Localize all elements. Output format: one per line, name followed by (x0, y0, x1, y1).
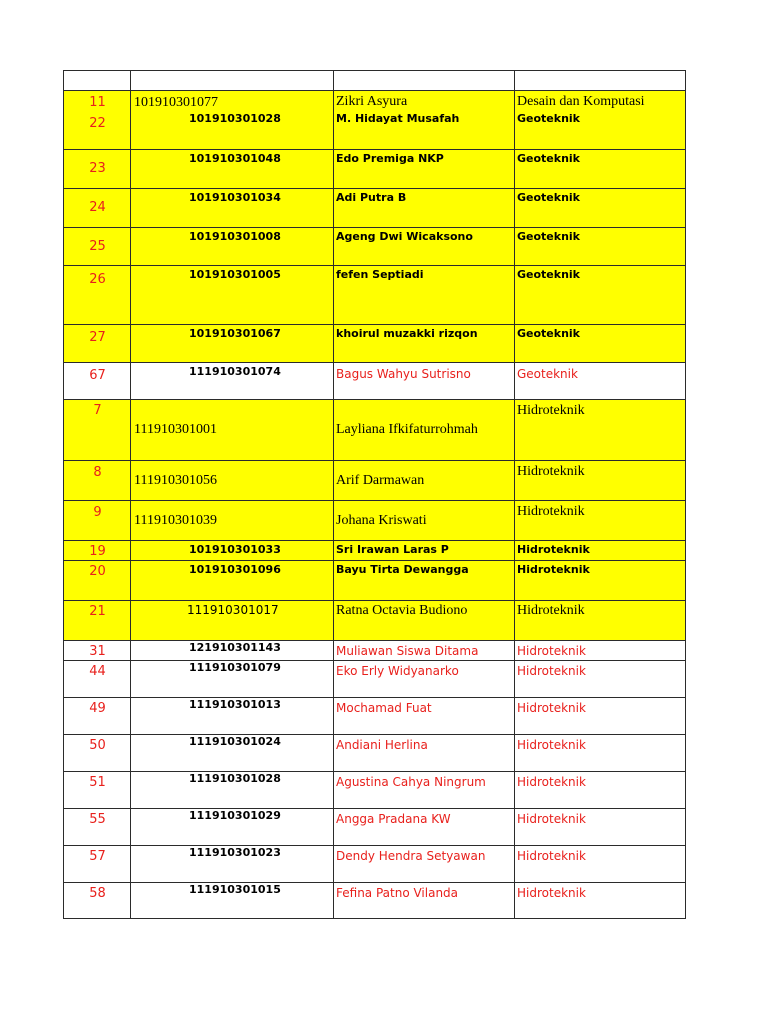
name-cell (334, 561, 515, 601)
table-row (64, 735, 686, 772)
nim: 101910301048 (189, 152, 281, 165)
student-name: Fefina Patno Vilanda (336, 886, 459, 900)
table-row (64, 541, 686, 561)
field: Geoteknik (517, 152, 580, 165)
nim: 101910301005 (189, 268, 281, 281)
row-number-cell (64, 883, 131, 919)
row-number: 7 (93, 403, 102, 418)
student-name: Adi Putra B (336, 191, 407, 204)
field-cell (515, 400, 686, 461)
field-cell (515, 735, 686, 772)
nim: 111910301017 (187, 603, 279, 617)
field-cell (515, 91, 686, 150)
field: Hidroteknik (517, 886, 586, 900)
table-row (64, 601, 686, 641)
row-number: 55 (89, 812, 106, 827)
field-cell (515, 461, 686, 501)
row-number: 23 (89, 161, 106, 176)
student-name: Andiani Herlina (336, 738, 428, 752)
row-number-cell (64, 661, 131, 698)
row-number: 67 (89, 368, 106, 383)
nim-cell (131, 501, 334, 541)
nim-cell (131, 91, 334, 150)
student-name: Arif Darmawan (336, 473, 425, 488)
table-row (64, 189, 686, 228)
nim-cell (131, 698, 334, 735)
row-number-cell (64, 809, 131, 846)
nim-cell (131, 266, 334, 325)
student-name: Dendy Hendra Setyawan (336, 849, 486, 863)
table-row (64, 228, 686, 266)
nim-cell (131, 883, 334, 919)
row-number: 24 (89, 200, 106, 215)
row-number-cell (64, 266, 131, 325)
field-cell (515, 846, 686, 883)
row-number-cell (64, 846, 131, 883)
row-number: 9 (93, 505, 102, 520)
student-name: Eko Erly Widyanarko (336, 664, 459, 678)
field-cell (515, 641, 686, 661)
nim-cell (131, 641, 334, 661)
nim-cell (131, 541, 334, 561)
nim: 111910301023 (189, 846, 281, 859)
name-cell (334, 601, 515, 641)
row-number: 19 (89, 544, 106, 559)
name-cell (334, 661, 515, 698)
name-cell (334, 641, 515, 661)
field: Geoteknik (517, 327, 580, 340)
name-cell (334, 461, 515, 501)
field: Hidroteknik (517, 701, 586, 715)
nim-cell (131, 846, 334, 883)
name-cell (334, 735, 515, 772)
nim-cell (131, 461, 334, 501)
nim-cell (131, 150, 334, 189)
nim-cell (131, 363, 334, 400)
table-row (64, 461, 686, 501)
student-name: Mochamad Fuat (336, 701, 432, 715)
table-row (64, 501, 686, 541)
nim: 111910301029 (189, 809, 281, 822)
nim-cell (131, 561, 334, 601)
row-number-cell (64, 641, 131, 661)
row-number: 20 (89, 564, 106, 579)
row-number: 22 (89, 116, 106, 131)
field: Hidroteknik (517, 644, 586, 658)
name-cell (334, 400, 515, 461)
nim: 111910301079 (189, 661, 281, 674)
row-number-cell (64, 363, 131, 400)
student-name: Agustina Cahya Ningrum (336, 775, 486, 789)
nim: 111910301013 (189, 698, 281, 711)
row-number: 51 (89, 775, 106, 790)
name-cell (334, 809, 515, 846)
row-number-cell (64, 541, 131, 561)
row-number: 31 (89, 644, 106, 659)
nim-cell (131, 661, 334, 698)
row-number: 26 (89, 272, 106, 287)
row-number: 8 (93, 465, 102, 480)
nim-cell (131, 601, 334, 641)
row-number-cell (64, 601, 131, 641)
row-number-cell (64, 461, 131, 501)
nim-cell (131, 809, 334, 846)
row-number: 27 (89, 330, 106, 345)
name-cell (334, 846, 515, 883)
name-cell (334, 228, 515, 266)
nim: 101910301033 (189, 543, 281, 556)
row-number-cell (64, 150, 131, 189)
row-number-cell (64, 501, 131, 541)
nim: 111910301074 (189, 365, 281, 378)
row-number: 44 (89, 664, 106, 679)
field-cell (515, 189, 686, 228)
nim: 111910301056 (134, 473, 217, 488)
table-row (64, 641, 686, 661)
table-row (64, 150, 686, 189)
nim: 101910301077 (134, 95, 218, 110)
student-name: fefen Septiadi (336, 268, 424, 281)
nim-cell (131, 189, 334, 228)
nim: 101910301028 (189, 112, 281, 125)
field-cell (515, 698, 686, 735)
student-name: Zikri Asyura (336, 94, 408, 109)
field: Hidroteknik (517, 504, 585, 519)
field-cell (515, 561, 686, 601)
name-cell (334, 541, 515, 561)
field-cell (515, 150, 686, 189)
nim-cell (131, 400, 334, 461)
name-cell (334, 772, 515, 809)
name-cell (334, 266, 515, 325)
nim-cell (131, 735, 334, 772)
field: Hidroteknik (517, 664, 586, 678)
header-cell-3 (334, 71, 515, 91)
field-cell (515, 661, 686, 698)
field-cell (515, 541, 686, 561)
table-row (64, 91, 686, 150)
field: Hidroteknik (517, 403, 585, 418)
student-name: Ageng Dwi Wicaksono (336, 230, 473, 243)
row-number-cell (64, 698, 131, 735)
table-row (64, 772, 686, 809)
name-cell (334, 363, 515, 400)
nim: 101910301096 (189, 563, 281, 576)
field: Hidroteknik (517, 738, 586, 752)
nim: 101910301008 (189, 230, 281, 243)
header-cell-2 (131, 71, 334, 91)
field-cell (515, 601, 686, 641)
name-cell (334, 91, 515, 150)
nim-cell (131, 325, 334, 363)
student-table (63, 70, 686, 919)
student-name: khoirul muzakki rizqon (336, 327, 478, 340)
table-row (64, 561, 686, 601)
row-number: 50 (89, 738, 106, 753)
table-row (64, 363, 686, 400)
field-cell (515, 363, 686, 400)
row-number: 49 (89, 701, 106, 716)
field: Geoteknik (517, 191, 580, 204)
row-number: 57 (89, 849, 106, 864)
table-row (64, 883, 686, 919)
nim: 121910301143 (189, 641, 281, 654)
table-row (64, 809, 686, 846)
student-name: Ratna Octavia Budiono (336, 603, 468, 618)
nim: 101910301034 (189, 191, 281, 204)
name-cell (334, 189, 515, 228)
student-name: Bayu Tirta Dewangga (336, 563, 469, 576)
field: Hidroteknik (517, 563, 590, 576)
row-number-cell (64, 400, 131, 461)
field: Geoteknik (517, 112, 580, 125)
header-cell-1 (64, 71, 131, 91)
name-cell (334, 883, 515, 919)
student-name: Edo Premiga NKP (336, 152, 444, 165)
row-number-cell (64, 735, 131, 772)
nim: 111910301028 (189, 772, 281, 785)
row-number-cell (64, 91, 131, 150)
table-row (64, 400, 686, 461)
row-number-cell (64, 228, 131, 266)
header-row (64, 71, 686, 91)
student-name: Bagus Wahyu Sutrisno (336, 367, 471, 381)
header-cell-4 (515, 71, 686, 91)
field-cell (515, 501, 686, 541)
row-number: 11 (89, 95, 106, 110)
row-number-cell (64, 772, 131, 809)
field: Hidroteknik (517, 464, 585, 479)
table-row (64, 846, 686, 883)
field-cell (515, 809, 686, 846)
name-cell (334, 698, 515, 735)
field: Geoteknik (517, 268, 580, 281)
field: Hidroteknik (517, 849, 586, 863)
student-name: Layliana Ifkifaturrohmah (336, 422, 478, 437)
nim: 111910301024 (189, 735, 281, 748)
field-cell (515, 325, 686, 363)
table-row (64, 325, 686, 363)
field: Geoteknik (517, 230, 580, 243)
field: Desain dan Komputasi (517, 94, 645, 109)
student-name: Johana Kriswati (336, 513, 427, 528)
nim-cell (131, 228, 334, 266)
field: Hidroteknik (517, 775, 586, 789)
field: Hidroteknik (517, 603, 585, 618)
field-cell (515, 266, 686, 325)
name-cell (334, 150, 515, 189)
student-name: Muliawan Siswa Ditama (336, 644, 479, 658)
nim: 111910301039 (134, 513, 217, 528)
field-cell (515, 772, 686, 809)
field-cell (515, 228, 686, 266)
field: Hidroteknik (517, 812, 586, 826)
name-cell (334, 501, 515, 541)
student-name: Sri Irawan Laras P (336, 543, 449, 556)
table-row (64, 698, 686, 735)
nim: 111910301001 (134, 422, 217, 437)
row-number: 58 (89, 886, 106, 901)
nim: 101910301067 (189, 327, 281, 340)
table-row (64, 661, 686, 698)
row-number: 25 (89, 239, 106, 254)
student-name: Angga Pradana KW (336, 812, 451, 826)
row-number-cell (64, 189, 131, 228)
field-cell (515, 883, 686, 919)
field: Hidroteknik (517, 543, 590, 556)
name-cell (334, 325, 515, 363)
nim-cell (131, 772, 334, 809)
row-number: 21 (89, 604, 106, 619)
student-name: M. Hidayat Musafah (336, 112, 460, 125)
row-number-cell (64, 561, 131, 601)
field: Geoteknik (517, 367, 578, 381)
table-row (64, 266, 686, 325)
row-number-cell (64, 325, 131, 363)
nim: 111910301015 (189, 883, 281, 896)
